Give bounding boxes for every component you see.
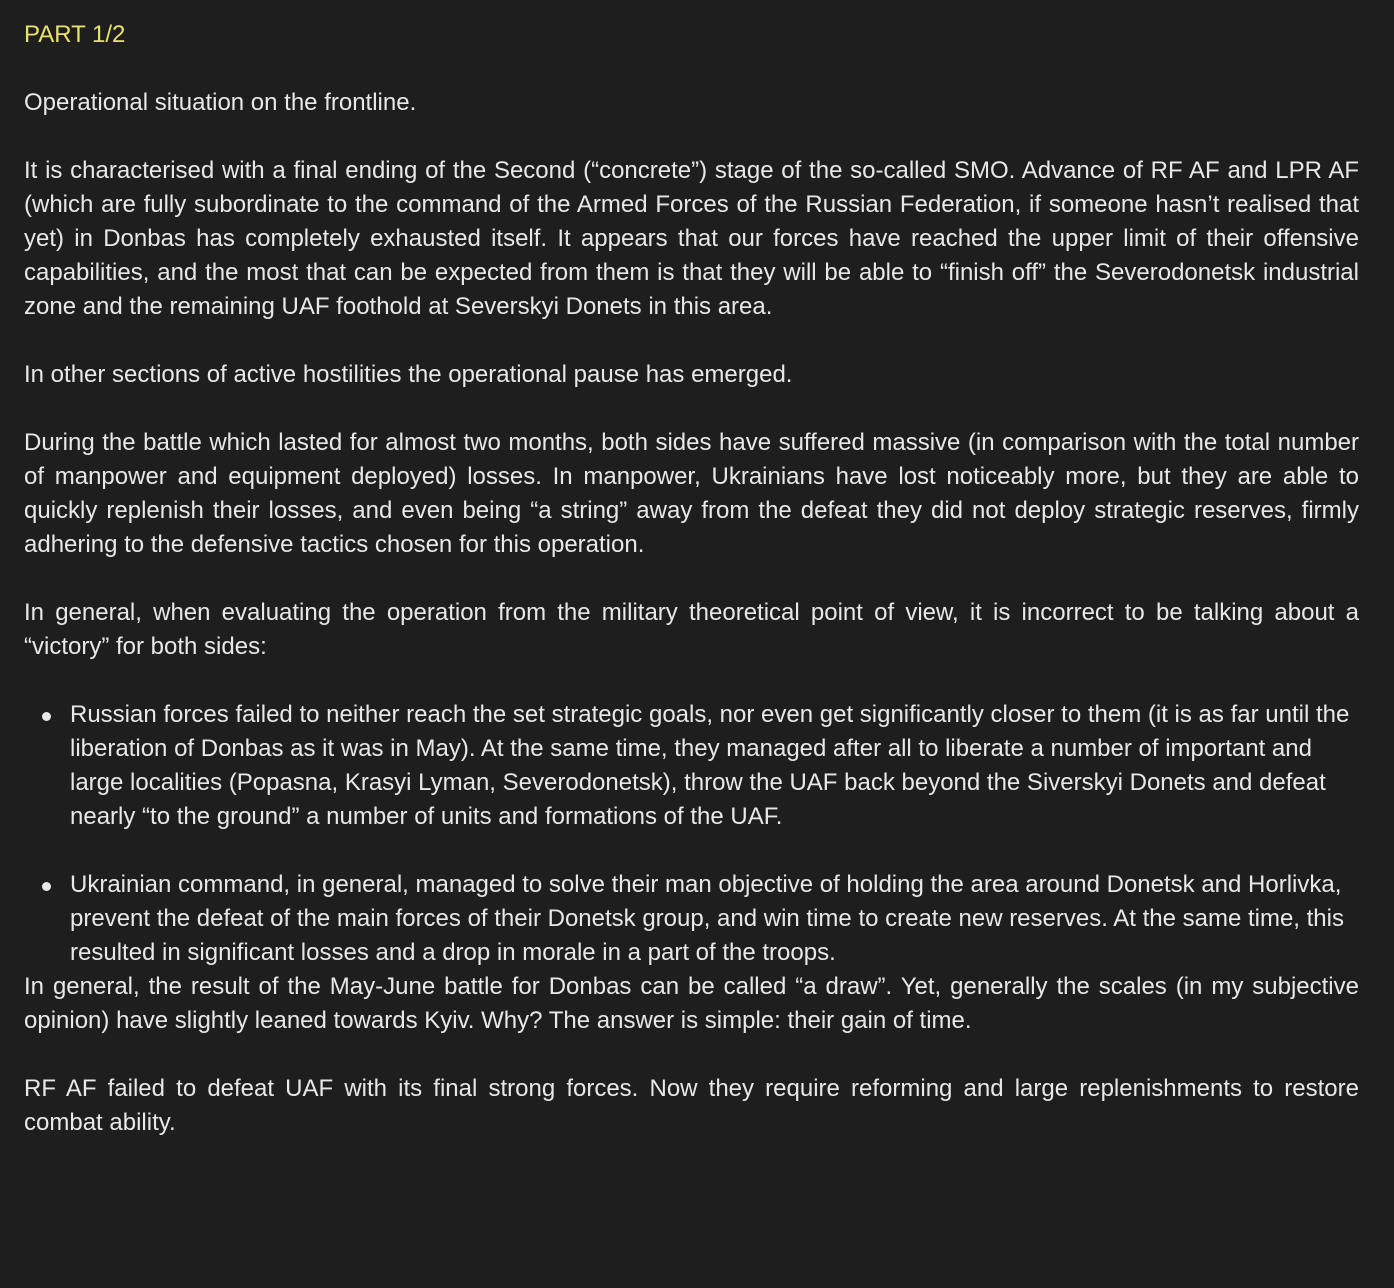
- bullet-item-1: [24, 698, 1359, 834]
- bullet-dot-icon: [42, 712, 51, 721]
- bullet-list: [24, 698, 1359, 970]
- bullet-text-1: Russian forces failed to neither reach the set strategic goals, nor even get significantly closer to them (it is as far until the liberation of Donbas as it was in May). At the same time, they managed after all to liberate a number of important and large localities (Popasna, Krasyi Lyman, Severodonetsk), throw the UAF back beyond the Siverskyi Donets and defeat nearly “to the ground” a number of units and formations of the UAF.: [70, 701, 1350, 830]
- bullet-item-2: [24, 868, 1359, 970]
- paragraph-2: In other sections of active hostilities the operational pause has emerged.: [24, 361, 793, 388]
- bullet-text-2: Ukrainian command, in general, managed to solve their man objective of holding the area around Donetsk and Horlivka, prevent the defeat of the main forces of their Donetsk group, and win time to create new reserves. At the same time, this resulted in significant losses and a drop in morale in a part of the troops.: [70, 871, 1344, 966]
- bullet-dot-icon: [42, 882, 51, 891]
- paragraph-1: It is characterised with a final ending of the Second (“concrete”) stage of the so-called SMO. Advance of RF AF and LPR AF (which are fully subordinate to the command of the Armed Forces of the Russian Federation, if someone hasn’t realised that yet) in Donbas has completely exhausted itself. It appears that our forces have reached the upper limit of their offensive capabilities, and the most that can be expected from them is that they will be able to “finish off” the Severodonetsk industrial zone and the remaining UAF foothold at Severskyi Donets in this area.: [24, 157, 1359, 320]
- section-title: Operational situation on the frontline.: [24, 89, 417, 116]
- paragraph-4: In general, when evaluating the operation from the military theoretical point of view, it is incorrect to be talking about a “victory” for both sides:: [24, 599, 1359, 660]
- closing-paragraph-2: RF AF failed to defeat UAF with its final strong forces. Now they require reforming and large replenishments to restore combat ability.: [24, 1075, 1359, 1136]
- part-heading: PART 1/2: [24, 21, 126, 48]
- closing-paragraph-1: In general, the result of the May-June battle for Donbas can be called “a draw”. Yet, generally the scales (in my subjective opinion) have slightly leaned towards Kyiv. Why? The answer is simple: their gain of time.: [24, 973, 1359, 1034]
- paragraph-3: During the battle which lasted for almost two months, both sides have suffered massive (in comparison with the total number of manpower and equipment deployed) losses. In manpower, Ukrainians have lost noticeably more, but they are able to quickly replenish their losses, and even being “a string” away from the defeat they did not deploy strategic reserves, firmly adhering to the defensive tactics chosen for this operation.: [24, 429, 1359, 558]
